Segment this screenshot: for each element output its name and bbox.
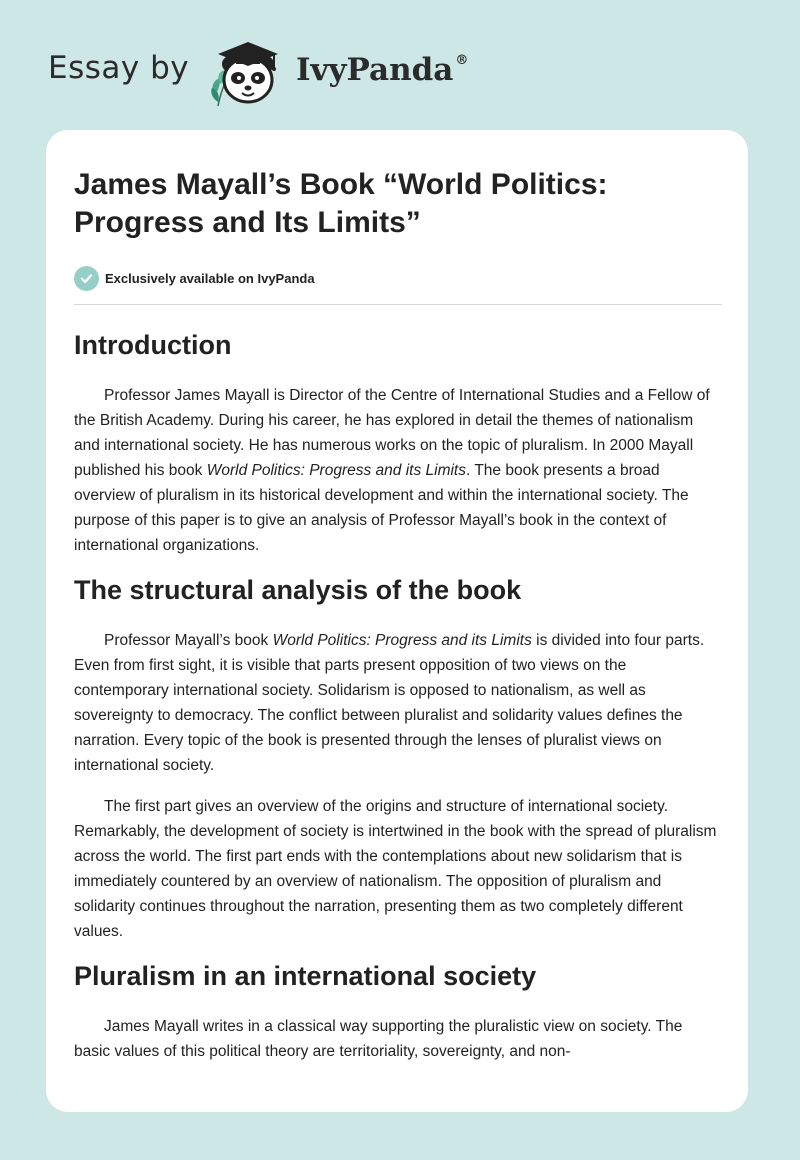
brand-name[interactable]: IvyPanda ® [296, 52, 469, 88]
site-header [0, 0, 800, 130]
book-title-italic: World Politics: Progress and its Limits [272, 632, 532, 649]
registered-mark: ® [455, 53, 469, 68]
paragraph: The first part gives an overview of the origins and structure of international society. Remarkably, the development of society is intertwined in the book with the spread of pluralism across the world. The first part ends with the contemplations about new solidarism that is immediately countered by an overview of nationalism. The opposition of pluralism and solidarity continues throughout the narration, presenting them as two completely different values. [74, 798, 717, 940]
paragraph: Professor James Mayall is Director of the Centre of International Studies and a Fellow of the British Academy. During his career, he has explored in detail the themes of nationalism and international society. He has numerous works on the topic of pluralism. In 2000 Mayall published his book World Politics: Progress and its Limits. The book presents a broad overview of pluralism in its historical development and within the international society. The purpose of this paper is to give an analysis of Professor Mayall’s book in the context of international organizations. [74, 387, 710, 554]
essay-by-label: Essay by [48, 50, 190, 86]
essay-title: James Mayall’s Book “World Politics: Progress and Its Limits” [74, 168, 608, 239]
essay-card [46, 130, 748, 1112]
title-divider [74, 304, 722, 305]
section-heading-pluralism: Pluralism in an international society [74, 961, 537, 991]
essay-content [74, 166, 722, 1064]
paragraph: James Mayall writes in a classical way supporting the pluralistic view on society. The basic values of this political theory are territoriality, sovereignty, and non- [74, 1018, 683, 1060]
book-title-italic: World Politics: Progress and its Limits [206, 462, 466, 479]
section-heading-introduction: Introduction [74, 330, 232, 360]
section-heading-structural-analysis: The structural analysis of the book [74, 575, 522, 605]
exclusive-badge [74, 266, 722, 291]
ivypanda-logo-icon[interactable] [200, 36, 296, 108]
check-icon [74, 266, 99, 291]
exclusive-badge-text: Exclusively available on IvyPanda [105, 271, 315, 286]
paragraph: Professor Mayall’s book World Politics: Progress and its Limits is divided into four parts. Even from first sight, it is visible that parts present opposition of two views on the contemporary international society. Solidarism is opposed to nationalism, as well as sovereignty to democracy. The conflict between pluralist and solidarity values defines the narration. Every topic of the book is presented through the lenses of pluralist views on international society. [74, 632, 705, 774]
